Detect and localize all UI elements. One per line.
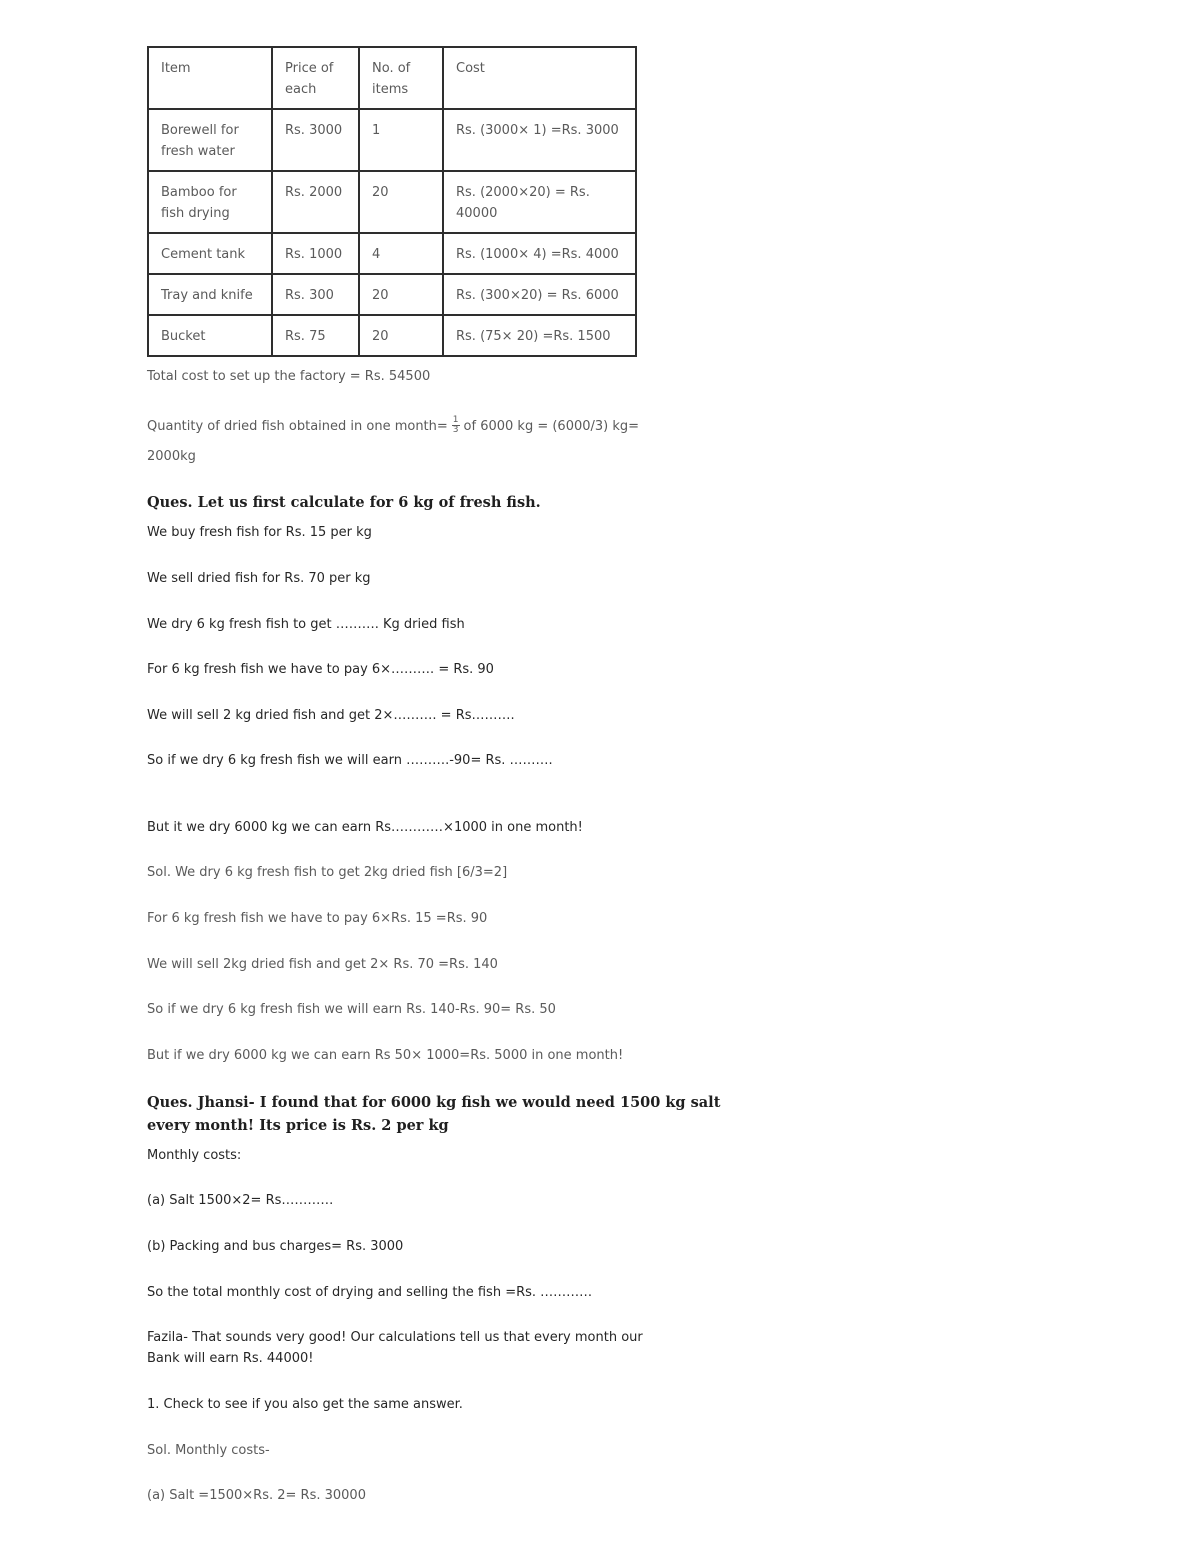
q1-line: We dry 6 kg fresh fish to get ………. Kg dried fish bbox=[147, 617, 465, 632]
cell-item: Bucket bbox=[148, 315, 272, 356]
table-row bbox=[148, 315, 636, 356]
cell-item: Borewell for fresh water bbox=[148, 109, 272, 171]
cell-item: Tray and knife bbox=[148, 274, 272, 315]
packing-cost: (b) Packing and bus charges= Rs. 3000 bbox=[147, 1239, 404, 1254]
cell-cost: Rs. (300×20) = Rs. 6000 bbox=[443, 274, 636, 315]
solution-1-line: We will sell 2kg dried fish and get 2× Rs. 70 =Rs. 140 bbox=[147, 957, 498, 972]
quantity-result: 2000kg bbox=[147, 449, 196, 464]
cell-count: 1 bbox=[359, 109, 443, 171]
cell-count: 20 bbox=[359, 274, 443, 315]
header-count: No. of items bbox=[359, 47, 443, 109]
cell-count: 20 bbox=[359, 171, 443, 233]
total-monthly-cost-blank: So the total monthly cost of drying and selling the fish =Rs. ………… bbox=[147, 1285, 593, 1300]
setup-cost-table bbox=[147, 46, 637, 357]
solution-1-line: Sol. We dry 6 kg fresh fish to get 2kg dried fish [6/3=2] bbox=[147, 865, 508, 880]
cell-item: Cement tank bbox=[148, 233, 272, 274]
table-row bbox=[148, 233, 636, 274]
solution-2-heading: Sol. Monthly costs- bbox=[147, 1443, 270, 1458]
cell-count: 20 bbox=[359, 315, 443, 356]
table-row bbox=[148, 109, 636, 171]
table-header-row bbox=[148, 47, 636, 109]
question-1-heading: Ques. Let us first calculate for 6 kg of fresh fish. bbox=[147, 494, 541, 511]
cell-cost: Rs. (1000× 4) =Rs. 4000 bbox=[443, 233, 636, 274]
cell-price: Rs. 2000 bbox=[272, 171, 359, 233]
cell-cost: Rs. (75× 20) =Rs. 1500 bbox=[443, 315, 636, 356]
q1-line: We will sell 2 kg dried fish and get 2×………. = Rs………. bbox=[147, 708, 515, 723]
one-third-fraction bbox=[452, 416, 460, 435]
q1-line: But it we dry 6000 kg we can earn Rs…………×1000 in one month! bbox=[147, 820, 583, 835]
solution-1-line: But if we dry 6000 kg we can earn Rs 50× 1000=Rs. 5000 in one month! bbox=[147, 1048, 624, 1063]
cell-count: 4 bbox=[359, 233, 443, 274]
salt-cost-blank: (a) Salt 1500×2= Rs………… bbox=[147, 1193, 334, 1208]
quantity-text bbox=[147, 416, 639, 437]
cell-cost: Rs. (2000×20) = Rs. 40000 bbox=[443, 171, 636, 233]
cell-cost: Rs. (3000× 1) =Rs. 3000 bbox=[443, 109, 636, 171]
q1-line: For 6 kg fresh fish we have to pay 6×………. = Rs. 90 bbox=[147, 662, 494, 677]
header-item: Item bbox=[148, 47, 272, 109]
question-2-heading-line-1: Ques. Jhansi- I found that for 6000 kg fish we would need 1500 kg salt bbox=[147, 1094, 721, 1111]
table-row bbox=[148, 274, 636, 315]
cell-price: Rs. 1000 bbox=[272, 233, 359, 274]
monthly-costs-label: Monthly costs: bbox=[147, 1148, 242, 1163]
cell-price: Rs. 3000 bbox=[272, 109, 359, 171]
check-question: 1. Check to see if you also get the same answer. bbox=[147, 1397, 463, 1412]
solution-1-line: So if we dry 6 kg fresh fish we will earn Rs. 140-Rs. 90= Rs. 50 bbox=[147, 1002, 556, 1017]
header-price: Price of each bbox=[272, 47, 359, 109]
question-2-heading-line-2: every month! Its price is Rs. 2 per kg bbox=[147, 1117, 449, 1134]
cell-price: Rs. 75 bbox=[272, 315, 359, 356]
table-row bbox=[148, 171, 636, 233]
cell-item: Bamboo for fish drying bbox=[148, 171, 272, 233]
quantity-after: of 6000 kg = (6000/3) kg= bbox=[463, 419, 640, 434]
fazila-line-2: Bank will earn Rs. 44000! bbox=[147, 1351, 314, 1366]
solution-2-salt: (a) Salt =1500×Rs. 2= Rs. 30000 bbox=[147, 1488, 366, 1503]
fazila-line-1: Fazila- That sounds very good! Our calculations tell us that every month our bbox=[147, 1330, 643, 1345]
header-cost: Cost bbox=[443, 47, 636, 109]
quantity-before: Quantity of dried fish obtained in one month= bbox=[147, 419, 448, 434]
solution-1-line: For 6 kg fresh fish we have to pay 6×Rs. 15 =Rs. 90 bbox=[147, 911, 488, 926]
q1-line: So if we dry 6 kg fresh fish we will earn ……….-90= Rs. ………. bbox=[147, 753, 553, 768]
total-cost-text: Total cost to set up the factory = Rs. 54500 bbox=[147, 369, 431, 384]
fraction-numerator: 1 bbox=[452, 415, 459, 425]
cell-price: Rs. 300 bbox=[272, 274, 359, 315]
q1-line: We sell dried fish for Rs. 70 per kg bbox=[147, 571, 371, 586]
q1-line: We buy fresh fish for Rs. 15 per kg bbox=[147, 525, 372, 540]
fraction-denominator: 3 bbox=[452, 425, 459, 435]
